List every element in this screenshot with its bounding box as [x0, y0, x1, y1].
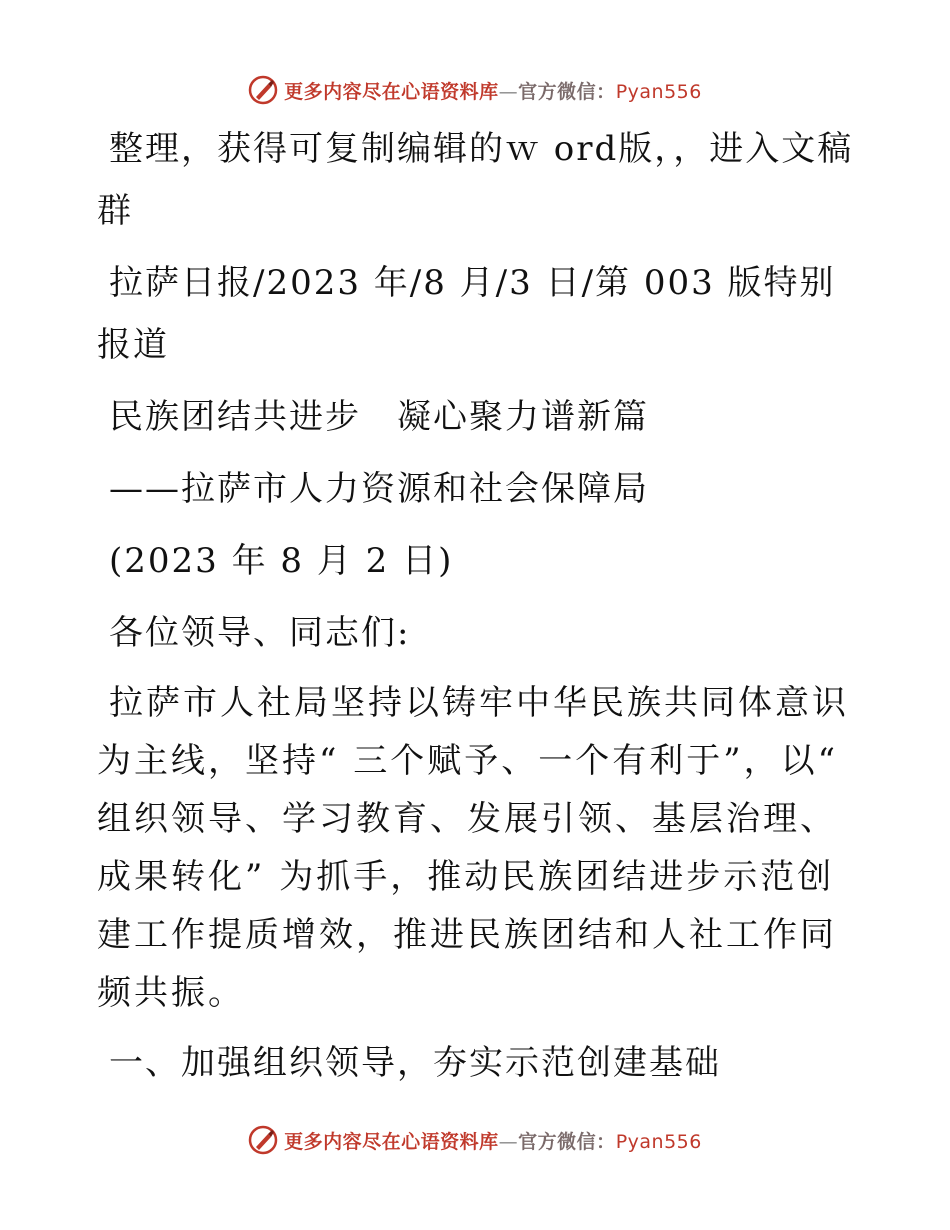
- watermark-title: 更多内容尽在心语资料库: [284, 1130, 499, 1153]
- document-subtitle: ——拉萨市人力资源和社会保障局: [109, 469, 649, 509]
- salutation: 各位领导、同志们:: [109, 613, 411, 653]
- watermark-title: 更多内容尽在心语资料库: [284, 80, 499, 103]
- intro-line: 整理，获得可复制编辑的ｗ ord版，，进入文稿群: [97, 129, 854, 231]
- pen-logo-icon: [248, 75, 278, 105]
- watermark-wechat-label: 官方微信：: [518, 80, 616, 103]
- watermark-text: [284, 1127, 702, 1154]
- watermark-handle: Pyan556: [615, 1130, 702, 1153]
- watermark-dash: —: [498, 80, 519, 103]
- document-title: 民族团结共进步 凝心聚力谱新篇: [109, 397, 649, 437]
- body-paragraph: 拉萨市人社局坚持以铸牢中华民族共同体意识为主线，坚持“ 三个赋予、一个有利于”，以“ 组织领导、学习教育、发展引领、基层治理、成果转化” 为抓手，推动民族团结进步示范创建工作提质增效，推进民族团结和人社工作同频共振。: [97, 683, 849, 1013]
- document-body: [97, 118, 857, 1094]
- section-heading: 一、加强组织领导，夯实示范创建基础: [109, 1043, 721, 1083]
- watermark-text: [284, 77, 702, 104]
- watermark-header: [0, 70, 950, 110]
- watermark-handle: Pyan556: [615, 80, 702, 103]
- watermark-wechat-label: 官方微信：: [518, 1130, 616, 1153]
- document-date: (2023 年 8 月 2 日): [109, 541, 454, 581]
- watermark-dash: —: [498, 1130, 519, 1153]
- pen-logo-icon: [248, 1125, 278, 1155]
- watermark-footer: [0, 1120, 950, 1160]
- source-line: 拉萨日报/2023 年/8 月/3 日/第 003 版特别报道: [97, 263, 836, 365]
